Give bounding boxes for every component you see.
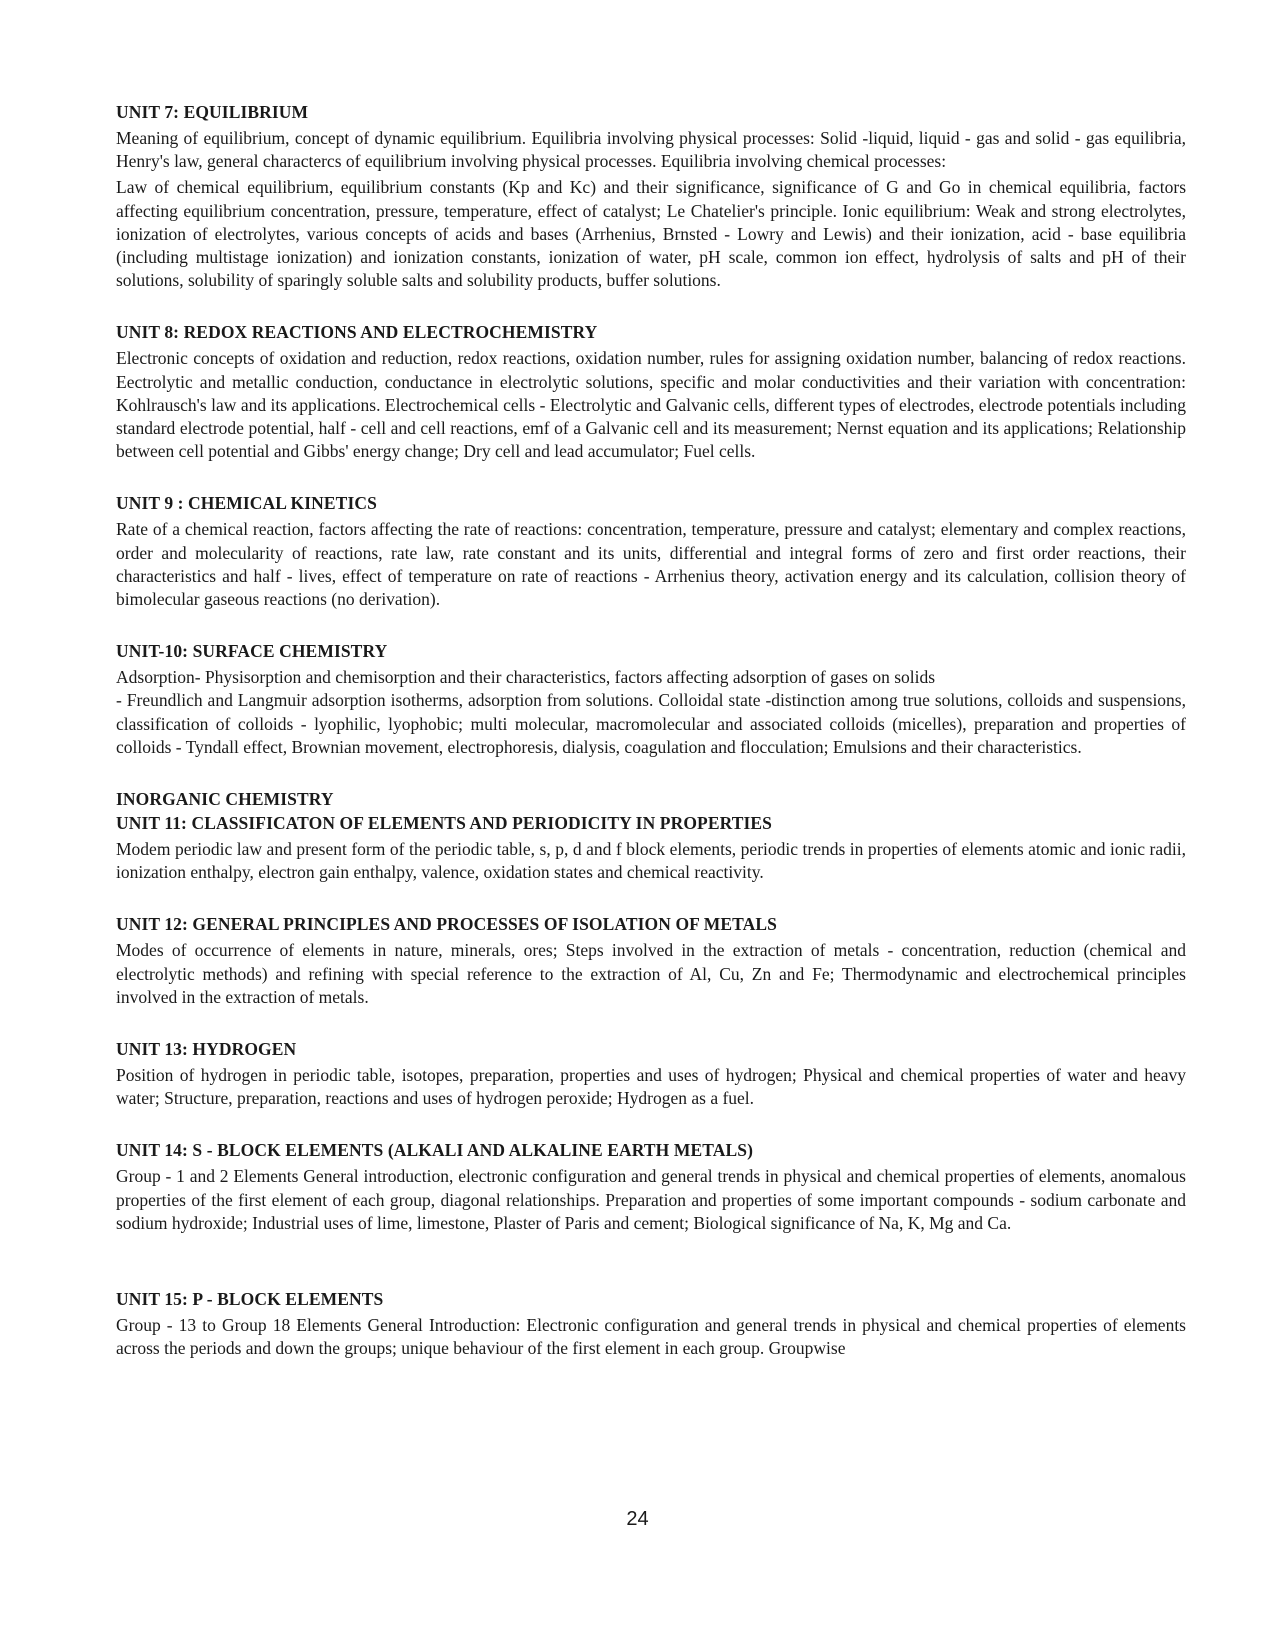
unit-11-paragraph-1: Modem periodic law and present form of the periodic table, s, p, d and f block elements, periodic trends in properties of elements atomic and ionic radii, ionization enthalpy, electron gain enthalpy, valence, oxidation states and chemical reactivity. [116, 839, 1186, 883]
unit-7-paragraph-2: Law of chemical equilibrium, equilibrium constants (Kp and Kc) and their significance, significance of G and Go in chemical equilibria, factors affecting equilibrium concentration, pressure, temperature, effect of catalyst; Le Chatelier's principle. Ionic equilibrium: Weak and strong electrolytes, ionization of electrolytes, various concepts of acids and bases (Arrhenius, Brnsted - Lowry and Lewis) and their ionization, acid - base equilibria (including multistage ionization) and ionization constants, ionization of water, pH scale, common ion effect, hydrolysis of salts and pH of their solutions, solubility of sparingly soluble salts and solubility products, buffer solutions. [116, 177, 1186, 291]
unit-14-section [116, 1138, 1186, 1235]
unit-12-section [116, 912, 1186, 1009]
unit-12-heading: UNIT 12: GENERAL PRINCIPLES AND PROCESSES OF ISOLATION OF METALS [116, 914, 777, 935]
section-heading-inorganic-chemistry: INORGANIC CHEMISTRY [116, 789, 334, 810]
unit-8-paragraph-1: Electronic concepts of oxidation and reduction, redox reactions, oxidation number, rules for assigning oxidation number, balancing of redox reactions. Eectrolytic and metallic conduction, conductance in electrolytic solutions, specific and molar conductivities and their variation with concentration: Kohlrausch's law and its applications. Electrochemical cells - Electrolytic and Galvanic cells, different types of electrodes, electrode potentials including standard electrode potential, half - cell and cell reactions, emf of a Galvanic cell and its measurement; Nernst equation and its applications; Relationship between cell potential and Gibbs' energy change; Dry cell and lead accumulator; Fuel cells. [116, 348, 1186, 462]
unit-15-paragraph-1: Group - 13 to Group 18 Elements General Introduction: Electronic configuration and general trends in physical and chemical properties of elements across the periods and down the groups; unique behaviour of the first element in each group. Groupwise [116, 1315, 1186, 1359]
unit-9-section [116, 491, 1186, 611]
unit-13-section [116, 1037, 1186, 1110]
unit-9-paragraph-1: Rate of a chemical reaction, factors affecting the rate of reactions: concentration, temperature, pressure and catalyst; elementary and complex reactions, order and molecularity of reactions, rate law, rate constant and its units, differential and integral forms of zero and first order reactions, their characteristics and half - lives, effect of temperature on rate of reactions - Arrhenius theory, activation energy and its calculation, collision theory of bimolecular gaseous reactions (no derivation). [116, 519, 1186, 610]
page-number: 24 [626, 1508, 649, 1530]
unit-9-heading: UNIT 9 : CHEMICAL KINETICS [116, 493, 377, 514]
unit-13-heading: UNIT 13: HYDROGEN [116, 1039, 297, 1060]
unit-7-heading: UNIT 7: EQUILIBRIUM [116, 102, 309, 122]
unit-13-paragraph-1: Position of hydrogen in periodic table, isotopes, preparation, properties and uses of hydrogen; Physical and chemical properties of water and heavy water; Structure, preparation, reactions and uses of hydrogen peroxide; Hydrogen as a fuel. [116, 1065, 1186, 1109]
unit-10-section [116, 639, 1186, 759]
unit-12-paragraph-1: Modes of occurrence of elements in nature, minerals, ores; Steps involved in the extraction of metals - concentration, reduction (chemical and electrolytic methods) and refining with special reference to the extraction of Al, Cu, Zn and Fe; Thermodynamic and electrochemical principles involved in the extraction of metals. [116, 940, 1186, 1007]
unit-10-paragraph-1: Adsorption- Physisorption and chemisorption and their characteristics, factors affecting adsorption of gases on solids [116, 667, 936, 688]
unit-10-heading: UNIT-10: SURFACE CHEMISTRY [116, 641, 388, 662]
unit-10-paragraph-2: - Freundlich and Langmuir adsorption isotherms, adsorption from solutions. Colloidal state -distinction among true solutions, colloids and suspensions, classification of colloids - lyophilic, lyophobic; multi molecular, macromolecular and associated colloids (micelles), preparation and properties of colloids - Tyndall effect, Brownian movement, electrophoresis, dialysis, coagulation and flocculation; Emulsions and their characteristics. [116, 690, 1186, 757]
unit-8-heading: UNIT 8: REDOX REACTIONS AND ELECTROCHEMISTRY [116, 322, 598, 343]
unit-7-section [116, 100, 1186, 292]
unit-11-section [116, 787, 1186, 884]
page-content [116, 100, 1186, 1361]
unit-14-paragraph-1: Group - 1 and 2 Elements General introduction, electronic configuration and general trends in physical and chemical properties of elements, anomalous properties of the first element of each group, diagonal relationships. Preparation and properties of some important compounds - sodium carbonate and sodium hydroxide; Industrial uses of lime, limestone, Plaster of Paris and cement; Biological significance of Na, K, Mg and Ca. [116, 1166, 1186, 1233]
unit-7-paragraph-1: Meaning of equilibrium, concept of dynamic equilibrium. Equilibria involving physical processes: Solid -liquid, liquid - gas and solid - gas equilibria, Henry's law, general charactercs of equilibrium involving physical processes. Equilibria involving chemical processes: [116, 128, 1186, 172]
unit-11-heading: UNIT 11: CLASSIFICATON OF ELEMENTS AND PERIODICITY IN PROPERTIES [116, 813, 773, 834]
unit-14-heading: UNIT 14: S - BLOCK ELEMENTS (ALKALI AND ALKALINE EARTH METALS) [116, 1140, 753, 1161]
unit-8-section [116, 320, 1186, 463]
unit-15-heading: UNIT 15: P - BLOCK ELEMENTS [116, 1289, 384, 1310]
unit-15-section [116, 1287, 1186, 1360]
